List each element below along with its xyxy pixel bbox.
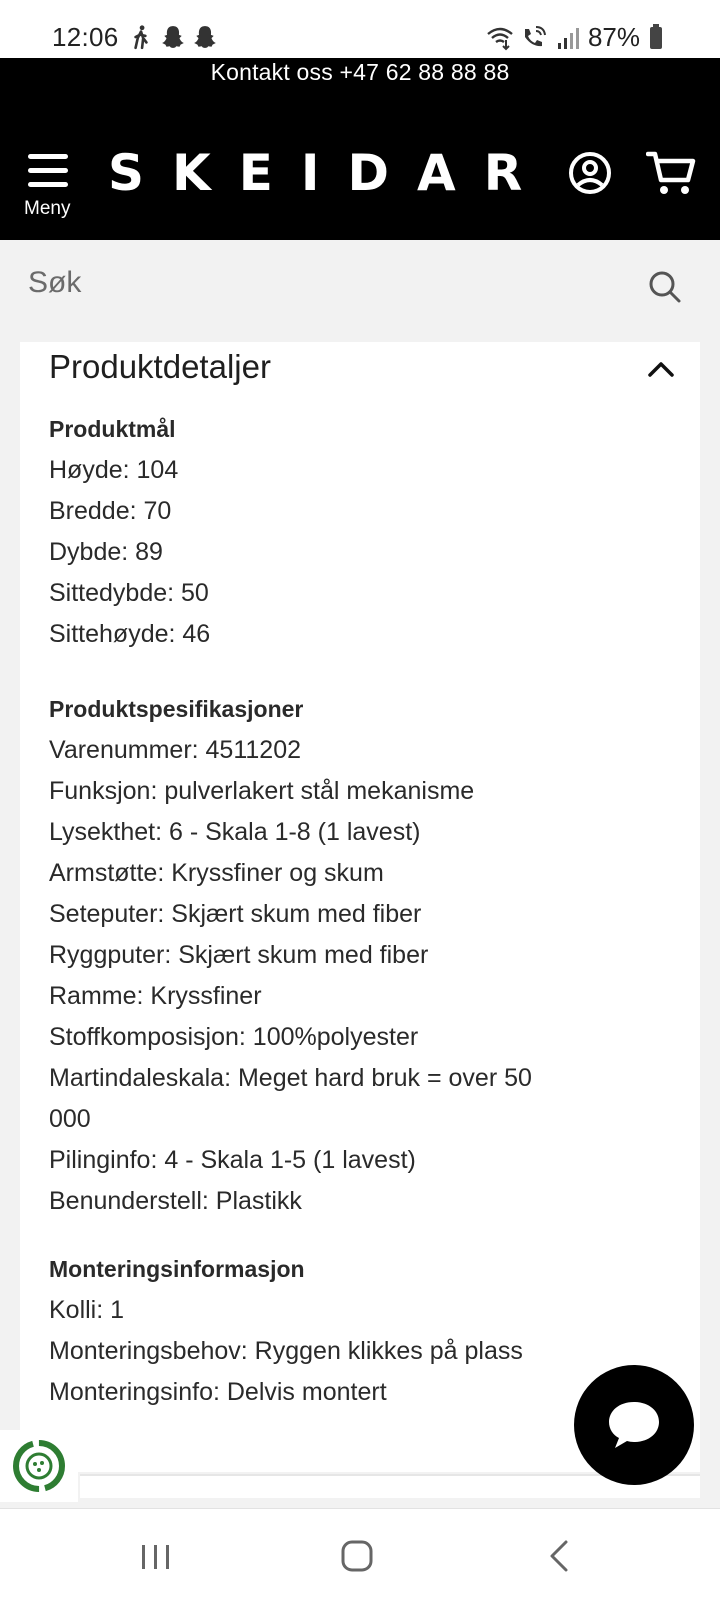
recents-icon[interactable]: [138, 1541, 174, 1573]
section-heading: Produktmål: [49, 416, 176, 442]
detail-line: Funksjon: pulverlakert stål mekanisme: [49, 777, 475, 805]
detail-line: Sittehøyde: 46: [49, 620, 211, 648]
status-system-icons: [486, 22, 662, 53]
eco-badge-icon: [11, 1438, 67, 1494]
chat-bubble-icon: [605, 1398, 663, 1452]
cart-icon[interactable]: [646, 150, 696, 196]
wifi-calling-icon: [520, 25, 548, 51]
section-product-specifications: [49, 694, 532, 1222]
detail-line: Kolli: 1: [49, 1296, 125, 1324]
section-heading: Monteringsinformasjon: [49, 1256, 305, 1282]
detail-line: Monteringsbehov: Ryggen klikkes på plass: [49, 1337, 523, 1365]
wifi-call-icon: [486, 25, 514, 51]
hamburger-icon: [28, 154, 68, 159]
home-icon[interactable]: [340, 1539, 374, 1573]
battery-percent: 87%: [587, 22, 640, 52]
chevron-up-icon[interactable]: [646, 354, 676, 384]
product-details-title[interactable]: Produktdetaljer: [49, 348, 271, 385]
skeidar-logo[interactable]: SKEIDAR: [108, 144, 551, 202]
site-header: [0, 58, 720, 240]
section-heading: Produktspesifikasjoner: [49, 696, 304, 722]
detail-line: Monteringsinfo: Delvis montert: [49, 1378, 387, 1406]
detail-line: Seteputer: Skjært skum med fiber: [49, 900, 422, 928]
snapchat-icon: [160, 24, 186, 50]
section-assembly-information: [49, 1254, 523, 1413]
status-bar: [0, 0, 720, 58]
menu-label[interactable]: Meny: [24, 198, 71, 219]
eco-badge[interactable]: [0, 1430, 78, 1502]
detail-line: Ryggputer: Skjært skum med fiber: [49, 941, 429, 969]
hamburger-icon-bar: [28, 168, 68, 173]
detail-line: 000: [49, 1105, 91, 1133]
status-time: 12:06: [52, 22, 119, 52]
detail-line: Dybde: 89: [49, 538, 163, 566]
detail-line: Lysekthet: 6 - Skala 1-8 (1 lavest): [49, 818, 421, 846]
status-notification-icons: [128, 24, 218, 50]
system-nav-bar: [0, 1508, 720, 1600]
section-product-dimensions: [49, 414, 210, 655]
snapchat-icon: [192, 24, 218, 50]
detail-line: Stoffkomposisjon: 100%polyester: [49, 1023, 419, 1051]
detail-line: Benunderstell: Plastikk: [49, 1187, 302, 1215]
detail-line: Varenummer: 4511202: [49, 736, 302, 764]
back-icon[interactable]: [548, 1539, 570, 1573]
product-details-panel: [20, 342, 700, 1472]
hamburger-icon-bar: [28, 182, 68, 187]
search-input[interactable]: [28, 258, 628, 308]
detail-line: Martindaleskala: Meget hard bruk = over 50: [49, 1064, 532, 1092]
contact-phone-link[interactable]: Kontakt oss +47 62 88 88 88: [210, 59, 510, 85]
detail-line: Armstøtte: Kryssfiner og skum: [49, 859, 384, 887]
search-bar: [0, 240, 720, 340]
detail-line: Høyde: 104: [49, 456, 179, 484]
signal-icon: [554, 25, 582, 51]
detail-line: Pilinginfo: 4 - Skala 1-5 (1 lavest): [49, 1146, 416, 1174]
detail-line: Sittedybde: 50: [49, 579, 209, 607]
account-icon[interactable]: [568, 151, 612, 195]
battery-icon: [650, 27, 662, 49]
detail-line: Ramme: Kryssfiner: [49, 982, 262, 1010]
chat-button[interactable]: [574, 1365, 694, 1485]
search-icon[interactable]: [648, 270, 682, 304]
detail-line: Bredde: 70: [49, 497, 172, 525]
walking-icon: [128, 24, 154, 50]
